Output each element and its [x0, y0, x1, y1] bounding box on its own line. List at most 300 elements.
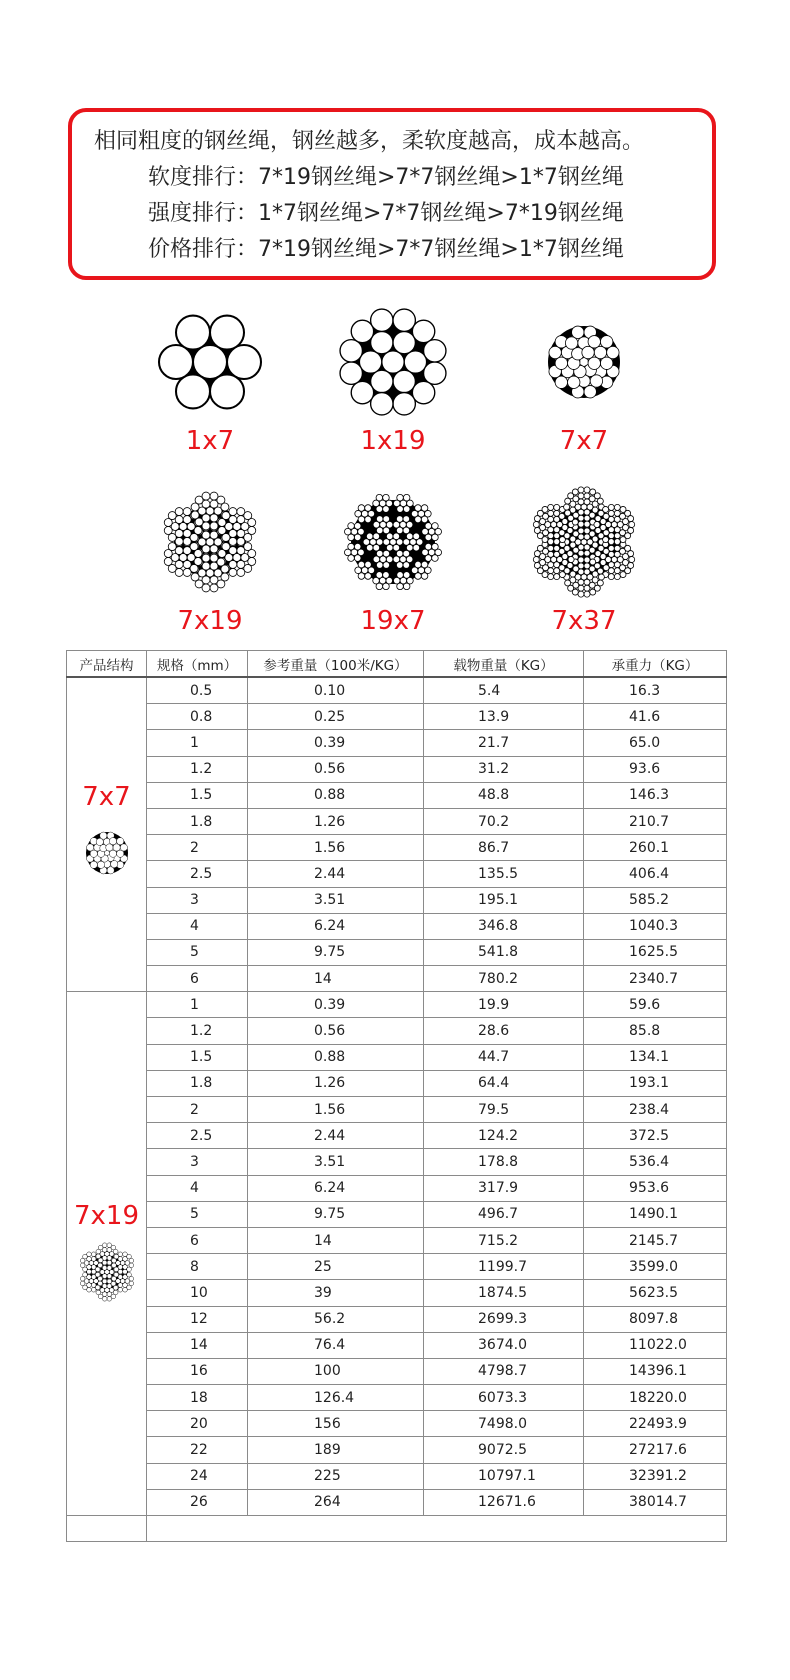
wire	[584, 515, 590, 521]
table-cell: 1.5	[147, 782, 248, 808]
table-cell: 0.8	[147, 704, 248, 730]
wire	[351, 381, 373, 403]
wire	[373, 544, 380, 551]
group-name: 7x19	[73, 1200, 139, 1231]
rope-7x37-label: 7x37	[551, 606, 617, 636]
wire	[629, 557, 635, 563]
wire	[403, 562, 410, 569]
wire	[393, 544, 400, 551]
wire	[376, 516, 383, 523]
table-cell: 135.5	[424, 861, 584, 887]
wire	[608, 504, 614, 510]
table-cell: 3674.0	[424, 1332, 584, 1358]
wire	[191, 573, 199, 581]
rope-1x7	[150, 302, 270, 456]
table-cell: 56.2	[248, 1306, 424, 1332]
table-row	[67, 887, 727, 913]
wire	[548, 574, 554, 580]
table-cell: 178.8	[424, 1149, 584, 1175]
wire	[113, 1249, 118, 1254]
wire	[425, 523, 432, 530]
table-row	[67, 939, 727, 965]
wire	[548, 504, 554, 510]
wire	[383, 562, 390, 569]
table-cell: 585.2	[584, 887, 727, 913]
wire	[620, 572, 626, 578]
wire	[359, 351, 381, 373]
table-cell: 5623.5	[584, 1280, 727, 1306]
notice-line-1: 相同粗度的钢丝绳，钢丝越多，柔软度越高，成本越高。	[94, 129, 645, 154]
table-cell: 3.51	[248, 1149, 424, 1175]
wire	[373, 533, 380, 540]
wire	[403, 494, 410, 501]
table-cell: 536.4	[584, 1149, 727, 1175]
table-cell: 25	[248, 1254, 424, 1280]
header-weight: 参考重量（100米/KG）	[248, 651, 424, 678]
wire	[542, 506, 548, 512]
wire	[376, 550, 383, 557]
table-cell: 6.24	[248, 1175, 424, 1201]
wire	[584, 557, 590, 563]
table-row	[67, 1070, 727, 1096]
wire	[175, 508, 183, 516]
wire	[383, 527, 390, 534]
wire	[248, 550, 256, 558]
wire	[354, 523, 361, 530]
wire	[597, 568, 603, 574]
table-cell: 19.9	[424, 992, 584, 1018]
wire	[406, 533, 413, 540]
table-cell: 1.2	[147, 1018, 248, 1044]
wire	[176, 374, 210, 408]
wire	[97, 1276, 102, 1281]
rope-19x7-label: 19x7	[360, 606, 426, 636]
table-cell: 1.8	[147, 1070, 248, 1096]
header-load: 载物重量（KG）	[424, 651, 584, 678]
wire	[117, 1252, 122, 1257]
table-row	[67, 677, 727, 704]
rope-7x7-cross-section-icon	[524, 302, 644, 422]
table-cell: 2.44	[248, 1123, 424, 1149]
rope-1x7-cross-section-icon	[150, 302, 270, 422]
table-cell: 6.24	[248, 913, 424, 939]
table-cell: 0.5	[147, 677, 248, 704]
wire	[229, 508, 237, 516]
table-cell: 12	[147, 1306, 248, 1332]
wire	[397, 572, 404, 579]
table-cell: 26	[147, 1489, 248, 1515]
table-cell: 541.8	[424, 939, 584, 965]
group-cell-7x7	[67, 677, 147, 992]
rope-1x7-label: 1x7	[185, 426, 235, 456]
table-cell: 1.5	[147, 1044, 248, 1070]
wire	[614, 533, 620, 539]
wire	[403, 572, 410, 579]
table-cell: 11022.0	[584, 1332, 727, 1358]
table-cell: 32391.2	[584, 1463, 727, 1489]
wire	[393, 533, 400, 540]
wire	[95, 1254, 100, 1259]
wire	[554, 574, 560, 580]
wire	[95, 1290, 100, 1295]
table-row	[67, 1385, 727, 1411]
rope-7x37	[524, 482, 644, 636]
wire	[628, 551, 634, 557]
table-cell: 2	[147, 1097, 248, 1123]
wire	[340, 340, 362, 362]
empty-cell	[147, 1516, 727, 1542]
table-row	[67, 1280, 727, 1306]
wire	[534, 527, 540, 533]
wire	[415, 561, 422, 568]
wire	[548, 510, 554, 516]
rope-7x7	[524, 302, 644, 456]
wire	[129, 1276, 134, 1281]
table-cell: 2	[147, 835, 248, 861]
wire	[351, 320, 373, 342]
table-row	[67, 756, 727, 782]
wire	[582, 346, 594, 358]
wire	[97, 861, 104, 868]
rope-1x19	[333, 302, 453, 456]
wire	[554, 568, 560, 574]
table-cell: 10	[147, 1280, 248, 1306]
wire	[568, 376, 580, 388]
wire	[383, 516, 390, 523]
wire	[348, 543, 355, 550]
wire	[533, 557, 539, 563]
wire	[629, 522, 635, 528]
table-row	[67, 1358, 727, 1384]
wire	[237, 568, 245, 576]
wire	[371, 370, 393, 392]
table-cell: 1.26	[248, 808, 424, 834]
wire	[371, 393, 393, 415]
notice-line-price: 价格排行：7*19钢丝绳>7*7钢丝绳>1*7钢丝绳	[148, 237, 624, 262]
header-spec: 规格（mm）	[147, 651, 248, 678]
wire	[393, 309, 415, 331]
table-cell: 100	[248, 1358, 424, 1384]
table-row	[67, 1411, 727, 1437]
table-cell: 44.7	[424, 1044, 584, 1070]
wire	[393, 370, 415, 392]
wire	[412, 381, 434, 403]
table-cell: 70.2	[424, 808, 584, 834]
wire	[376, 572, 383, 579]
table-row	[67, 1175, 727, 1201]
wire	[113, 1285, 118, 1290]
table-cell: 5	[147, 939, 248, 965]
wire	[567, 551, 573, 557]
table-cell: 14	[147, 1332, 248, 1358]
table-cell: 41.6	[584, 704, 727, 730]
table-cell: 48.8	[424, 782, 584, 808]
table-cell: 0.56	[248, 1018, 424, 1044]
wire	[221, 565, 229, 573]
wire	[555, 376, 567, 388]
table-cell: 134.1	[584, 1044, 727, 1070]
wire	[102, 1279, 107, 1284]
table-cell: 0.56	[248, 756, 424, 782]
table-cell: 4	[147, 913, 248, 939]
empty-cell	[67, 1516, 147, 1542]
wire	[584, 550, 590, 556]
table-row	[67, 1254, 727, 1280]
table-cell: 6	[147, 966, 248, 992]
rope-7x19-cross-section-icon	[150, 482, 270, 602]
table-row	[67, 704, 727, 730]
wire	[590, 589, 596, 595]
wire	[116, 850, 123, 857]
table-cell: 0.88	[248, 782, 424, 808]
wire	[383, 494, 390, 501]
table-cell: 317.9	[424, 1175, 584, 1201]
table-row	[67, 1123, 727, 1149]
wire	[371, 331, 393, 353]
wire	[96, 838, 103, 845]
wire	[371, 309, 393, 331]
wire	[354, 534, 361, 541]
wire	[340, 362, 362, 384]
table-cell: 3599.0	[584, 1254, 727, 1280]
wire	[578, 591, 584, 597]
wire	[588, 357, 600, 369]
table-cell: 79.5	[424, 1097, 584, 1123]
table-cell: 2.5	[147, 1123, 248, 1149]
table-cell: 9072.5	[424, 1437, 584, 1463]
table-cell: 24	[147, 1463, 248, 1489]
table-row	[67, 1201, 727, 1227]
wire	[578, 521, 584, 527]
wire	[396, 516, 403, 523]
wire	[109, 850, 116, 857]
wire	[383, 572, 390, 579]
wire	[86, 843, 93, 850]
table-cell: 7498.0	[424, 1411, 584, 1437]
table-cell: 953.6	[584, 1175, 727, 1201]
wire	[608, 574, 614, 580]
table-body	[67, 677, 727, 1542]
wire	[559, 572, 565, 578]
wire	[159, 345, 193, 379]
table-cell: 156	[248, 1411, 424, 1437]
wire	[572, 326, 584, 338]
table-cell: 1490.1	[584, 1201, 727, 1227]
wire	[106, 1260, 111, 1265]
wire	[366, 533, 373, 540]
wire	[221, 503, 229, 511]
table-cell: 8	[147, 1254, 248, 1280]
table-cell: 16	[147, 1358, 248, 1384]
table-cell: 8097.8	[584, 1306, 727, 1332]
wire	[176, 316, 210, 350]
table-cell: 18	[147, 1385, 248, 1411]
table-cell: 2699.3	[424, 1306, 584, 1332]
wire	[578, 528, 584, 534]
wire	[584, 521, 590, 527]
wire	[116, 837, 123, 844]
wire	[424, 362, 446, 384]
table-cell: 21.7	[424, 730, 584, 756]
table-cell: 18220.0	[584, 1385, 727, 1411]
table-cell: 20	[147, 1411, 248, 1437]
table-row	[67, 782, 727, 808]
wire	[194, 550, 202, 558]
table-cell: 1.8	[147, 808, 248, 834]
table-cell: 3	[147, 1149, 248, 1175]
table-cell: 372.5	[584, 1123, 727, 1149]
table-cell: 39	[248, 1280, 424, 1306]
wire	[620, 537, 626, 543]
wire	[425, 543, 432, 550]
wire	[210, 374, 244, 408]
wire	[598, 574, 604, 580]
wire	[122, 1287, 127, 1292]
table-row	[67, 1097, 727, 1123]
table-cell: 496.7	[424, 1201, 584, 1227]
wire	[432, 534, 439, 541]
wire	[413, 544, 420, 551]
wire	[595, 527, 601, 533]
wire	[102, 1243, 107, 1248]
table-cell: 264	[248, 1489, 424, 1515]
wire	[122, 1269, 127, 1274]
wire	[383, 583, 390, 590]
table-cell: 9.75	[248, 1201, 424, 1227]
table-cell: 12671.6	[424, 1489, 584, 1515]
wire	[594, 522, 600, 528]
wire	[565, 337, 577, 349]
wire	[106, 1296, 111, 1301]
table-cell: 9.75	[248, 939, 424, 965]
table-cell: 780.2	[424, 966, 584, 992]
wire	[365, 505, 372, 512]
wire	[584, 386, 596, 398]
notice-line-softness: 软度排行：7*19钢丝绳>7*7钢丝绳>1*7钢丝绳	[148, 165, 624, 190]
table-row	[67, 1149, 727, 1175]
table-cell: 0.25	[248, 704, 424, 730]
table-cell: 0.10	[248, 677, 424, 704]
spec-table	[66, 650, 727, 1542]
wire	[210, 522, 218, 530]
table-cell: 31.2	[424, 756, 584, 782]
table-cell: 1.56	[248, 1097, 424, 1123]
table-row	[67, 1306, 727, 1332]
wire	[432, 555, 439, 562]
wire	[554, 539, 560, 545]
group-7x19-cross-section-icon	[72, 1237, 142, 1307]
group-7x7-cross-section-icon	[72, 818, 142, 888]
table-cell: 1874.5	[424, 1280, 584, 1306]
wire	[607, 346, 619, 358]
wire	[91, 1269, 96, 1274]
wire	[421, 561, 428, 568]
table-row	[67, 730, 727, 756]
table-cell: 38014.7	[584, 1489, 727, 1515]
wire	[354, 543, 361, 550]
wire	[358, 561, 365, 568]
table-cell: 10797.1	[424, 1463, 584, 1489]
table-cell: 225	[248, 1463, 424, 1489]
wire	[578, 557, 584, 563]
table-cell: 1.26	[248, 1070, 424, 1096]
wire	[432, 543, 439, 550]
table-cell: 1.56	[248, 835, 424, 861]
table-cell: 146.3	[584, 782, 727, 808]
table-row	[67, 1489, 727, 1515]
rope-7x19	[150, 482, 270, 636]
wire	[608, 545, 614, 551]
table-cell: 4	[147, 1175, 248, 1201]
wire	[86, 1252, 91, 1257]
table-cell: 715.2	[424, 1227, 584, 1253]
wire	[588, 336, 600, 348]
table-cell: 3.51	[248, 887, 424, 913]
wire	[386, 533, 393, 540]
wire	[421, 505, 428, 512]
table-cell: 260.1	[584, 835, 727, 861]
table-row	[67, 1044, 727, 1070]
table-empty-row	[67, 1516, 727, 1542]
wire	[548, 545, 554, 551]
header-structure: 产品结构	[67, 651, 147, 678]
wire	[237, 537, 245, 545]
table-row	[67, 808, 727, 834]
table-row	[67, 835, 727, 861]
wire	[584, 591, 590, 597]
wire	[365, 573, 372, 580]
wire	[578, 493, 584, 499]
wire	[383, 506, 390, 513]
wire	[614, 504, 620, 510]
wire	[111, 1263, 116, 1268]
wire	[91, 1287, 96, 1292]
wire	[382, 351, 404, 373]
wire	[191, 511, 199, 519]
rope-1x19-cross-section-icon	[333, 302, 453, 422]
wire	[600, 357, 612, 369]
wire	[112, 843, 119, 850]
rope-7x19-label: 7x19	[177, 606, 243, 636]
table-cell: 2340.7	[584, 966, 727, 992]
table-cell: 1040.3	[584, 913, 727, 939]
wire	[424, 340, 446, 362]
table-cell: 14	[248, 966, 424, 992]
table-cell: 85.8	[584, 1018, 727, 1044]
wire	[348, 523, 355, 530]
wire	[248, 519, 256, 527]
spec-table-wrapper	[66, 650, 726, 1542]
wire	[564, 504, 570, 510]
table-cell: 13.9	[424, 704, 584, 730]
table-cell: 2.44	[248, 861, 424, 887]
wire	[365, 516, 372, 523]
wire	[129, 1258, 134, 1263]
table-row	[67, 861, 727, 887]
wire	[603, 506, 609, 512]
wire	[403, 506, 410, 513]
table-cell: 76.4	[248, 1332, 424, 1358]
table-cell: 5.4	[424, 677, 584, 704]
group-name: 7x7	[82, 781, 131, 812]
wire	[80, 1281, 85, 1286]
wire	[614, 539, 620, 545]
wire	[403, 550, 410, 557]
table-cell: 16.3	[584, 677, 727, 704]
table-row	[67, 992, 727, 1018]
wire	[565, 580, 571, 586]
wire	[590, 375, 602, 387]
